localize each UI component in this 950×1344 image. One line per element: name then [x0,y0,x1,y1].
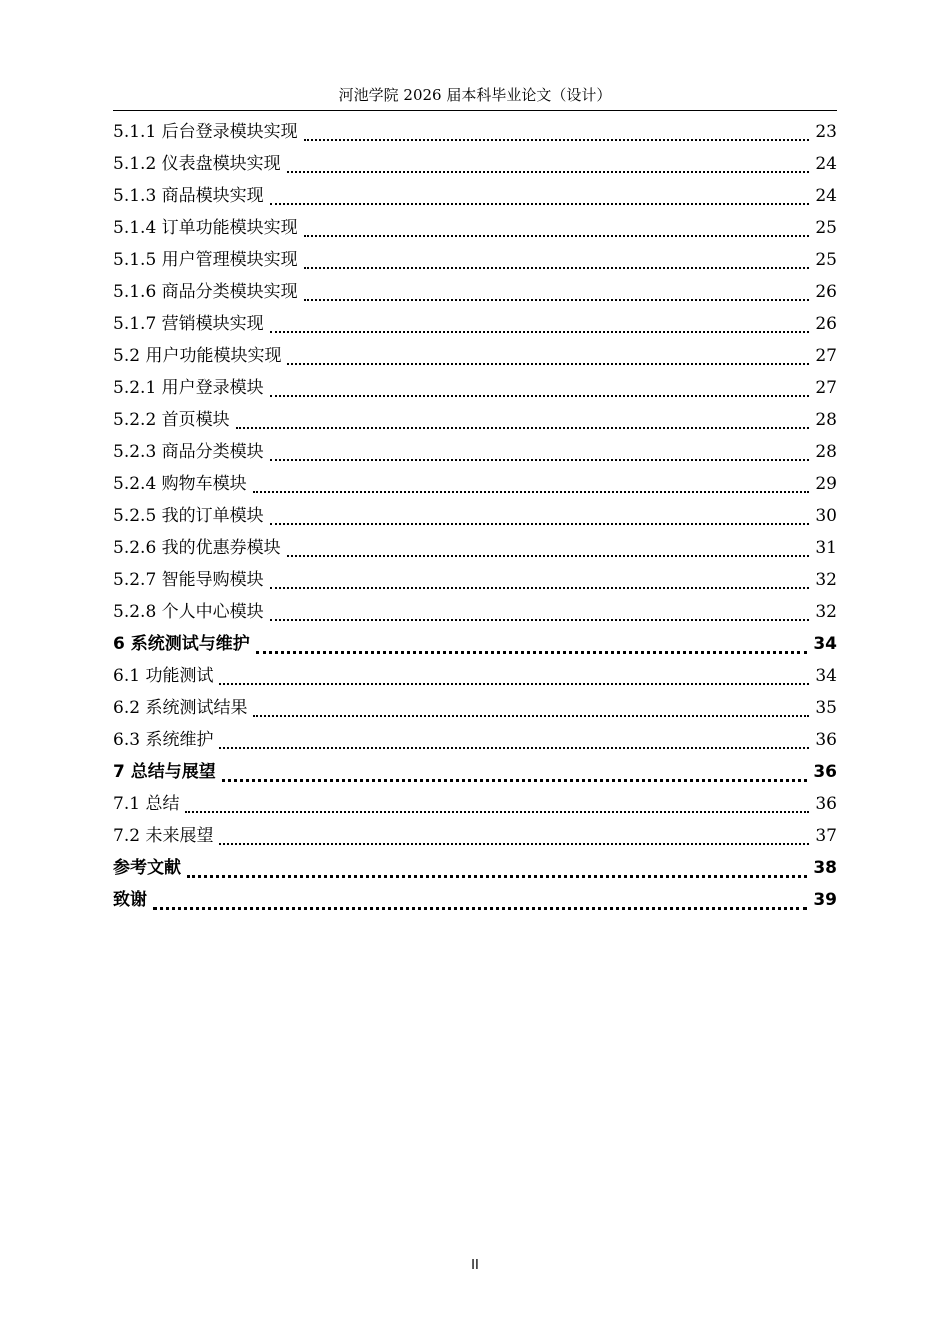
toc-entry-title: 5.2.8 个人中心模块 [113,602,264,622]
toc-entry-title: 5.2.7 智能导购模块 [113,570,264,590]
toc-entry[interactable] [113,596,837,628]
toc-entry-page: 28 [815,410,837,430]
toc-leader-dots [270,587,810,589]
toc-entry[interactable] [113,628,837,660]
toc-leader-dots [256,651,808,654]
toc-entry-title: 5.2.1 用户登录模块 [113,378,264,398]
toc-leader-dots [222,779,808,782]
toc-leader-dots [270,395,810,397]
toc-entry-page: 39 [813,890,837,910]
toc-entry[interactable] [113,724,837,756]
toc-entry[interactable] [113,308,837,340]
toc-leader-dots [304,139,810,141]
toc-leader-dots [185,811,809,813]
toc-leader-dots [287,555,810,557]
toc-entry[interactable] [113,276,837,308]
toc-entry-title: 6.2 系统测试结果 [113,698,248,718]
toc-entry-title: 7.1 总结 [113,794,180,814]
toc-entry-title: 5.2 用户功能模块实现 [113,346,282,366]
toc-entry[interactable] [113,500,837,532]
toc-leader-dots [304,267,810,269]
toc-leader-dots [270,203,810,205]
toc-entry-title: 5.1.5 用户管理模块实现 [113,250,298,270]
toc-entry-title: 5.1.4 订单功能模块实现 [113,218,298,238]
toc-entry-title: 5.1.1 后台登录模块实现 [113,122,298,142]
toc-leader-dots [253,715,809,717]
toc-entry-title: 5.1.7 营销模块实现 [113,314,264,334]
toc-leader-dots [270,523,810,525]
toc-leader-dots [236,427,810,429]
toc-leader-dots [253,491,810,493]
toc-entry[interactable] [113,532,837,564]
toc-leader-dots [287,171,810,173]
toc-entry-page: 32 [815,602,837,622]
toc-entry-title: 5.2.2 首页模块 [113,410,230,430]
toc-entry-page: 31 [815,538,837,558]
toc-entry[interactable] [113,468,837,500]
toc-leader-dots [304,235,810,237]
toc-entry[interactable] [113,180,837,212]
toc-entry-title: 5.1.3 商品模块实现 [113,186,264,206]
toc-entry-page: 36 [815,794,837,814]
toc-entry-page: 27 [815,378,837,398]
toc-entry-title: 6.3 系统维护 [113,730,214,750]
page-footer [0,1258,950,1273]
toc-entry[interactable] [113,404,837,436]
toc-leader-dots [219,843,809,845]
toc-entry[interactable] [113,340,837,372]
toc-entry[interactable] [113,788,837,820]
toc-leader-dots [219,683,809,685]
toc-entry-title: 5.2.6 我的优惠券模块 [113,538,281,558]
toc-entry-title: 5.2.3 商品分类模块 [113,442,264,462]
toc-leader-dots [219,747,809,749]
toc-entry[interactable] [113,212,837,244]
toc-leader-dots [287,363,809,365]
toc-entry-page: 25 [815,218,837,238]
toc-entry-title: 5.2.4 购物车模块 [113,474,247,494]
page-number: II [471,1258,479,1273]
toc-entry-title: 参考文献 [113,858,181,878]
toc-entry[interactable] [113,820,837,852]
toc-entry[interactable] [113,884,837,916]
toc-entry-page: 35 [815,698,837,718]
toc-entry-title: 7.2 未来展望 [113,826,214,846]
toc-entry[interactable] [113,660,837,692]
toc-entry-page: 34 [815,666,837,686]
toc-entry[interactable] [113,564,837,596]
toc-leader-dots [270,619,810,621]
toc-entry-page: 38 [813,858,837,878]
toc-entry-title: 6 系统测试与维护 [113,634,250,654]
toc-entry-title: 5.1.2 仪表盘模块实现 [113,154,281,174]
page-header [113,84,837,111]
toc-entry[interactable] [113,244,837,276]
toc-entry-title: 6.1 功能测试 [113,666,214,686]
toc-entry-page: 26 [815,282,837,302]
toc-entry-page: 37 [815,826,837,846]
toc-leader-dots [270,459,810,461]
header-title: 河池学院 2026 届本科毕业论文（设计） [338,86,612,104]
toc-entry-title: 7 总结与展望 [113,762,216,782]
toc-entry[interactable] [113,148,837,180]
toc-entry-page: 23 [815,122,837,142]
table-of-contents [113,116,837,916]
toc-entry[interactable] [113,692,837,724]
toc-entry[interactable] [113,756,837,788]
toc-entry[interactable] [113,116,837,148]
toc-entry-page: 34 [813,634,837,654]
toc-entry-page: 36 [815,730,837,750]
toc-entry-page: 24 [815,186,837,206]
toc-entry-page: 24 [815,154,837,174]
toc-leader-dots [270,331,810,333]
toc-leader-dots [153,907,807,910]
toc-leader-dots [187,875,807,878]
toc-entry-page: 36 [813,762,837,782]
toc-entry-page: 25 [815,250,837,270]
toc-entry-page: 26 [815,314,837,334]
toc-entry-page: 30 [815,506,837,526]
toc-entry[interactable] [113,372,837,404]
toc-entry[interactable] [113,852,837,884]
toc-entry-page: 27 [815,346,837,366]
toc-leader-dots [304,299,810,301]
toc-entry-page: 28 [815,442,837,462]
toc-entry[interactable] [113,436,837,468]
toc-entry-title: 致谢 [113,890,147,910]
toc-entry-title: 5.2.5 我的订单模块 [113,506,264,526]
toc-entry-page: 29 [815,474,837,494]
toc-entry-page: 32 [815,570,837,590]
toc-entry-title: 5.1.6 商品分类模块实现 [113,282,298,302]
